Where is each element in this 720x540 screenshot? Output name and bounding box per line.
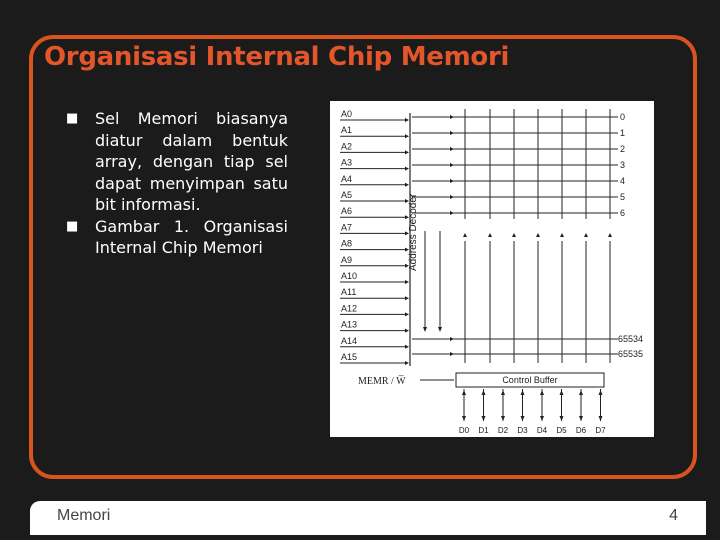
arrow-icon	[501, 390, 505, 395]
address-label: A8	[341, 238, 353, 249]
address-label: A15	[341, 352, 358, 362]
arrow-icon	[488, 233, 492, 237]
footer-bar	[30, 501, 706, 535]
address-label: A5	[341, 190, 353, 200]
output-index-label: 65534	[618, 334, 644, 344]
output-index-label: 4	[620, 176, 626, 186]
data-line-label: D4	[536, 426, 548, 435]
arrow-icon	[405, 345, 409, 349]
data-line-label: D0	[458, 426, 470, 435]
arrow-icon	[521, 416, 525, 421]
bullet-item	[66, 216, 288, 259]
output-index-label: 5	[620, 192, 626, 202]
arrow-icon	[501, 416, 505, 421]
arrow-icon	[423, 327, 427, 332]
arrow-icon	[482, 390, 486, 395]
memory-diagram	[330, 101, 654, 437]
arrow-icon	[579, 390, 583, 395]
arrow-icon	[405, 312, 409, 316]
arrow-icon	[462, 416, 466, 421]
arrow-icon	[450, 131, 454, 135]
bullet-square-icon: ■	[66, 218, 79, 234]
output-index-label: 6	[620, 208, 626, 218]
data-line-label: D7	[595, 426, 606, 435]
address-label: A10	[341, 271, 358, 281]
data-line-label: D5	[556, 426, 567, 435]
arrow-icon	[405, 150, 409, 154]
arrow-icon	[405, 280, 409, 284]
arrow-icon	[450, 211, 454, 215]
arrow-icon	[482, 416, 486, 421]
control-signal-label: MEMR / W̅	[358, 376, 406, 387]
data-line-label: D2	[497, 426, 509, 435]
arrow-icon	[450, 179, 454, 183]
slide-title: Organisasi Internal Chip Memori	[44, 42, 510, 72]
arrow-icon	[405, 329, 409, 333]
arrow-icon	[599, 390, 603, 395]
output-index-label: 2	[620, 144, 626, 154]
address-label: A4	[341, 173, 353, 184]
address-label: A1	[341, 125, 353, 136]
arrow-icon	[560, 416, 564, 421]
control-buffer-label: Control Buffer	[502, 375, 558, 385]
arrow-icon	[512, 233, 516, 237]
arrow-icon	[540, 416, 544, 421]
address-label: A0	[341, 109, 353, 119]
output-index-label: 0	[620, 112, 626, 122]
arrow-icon	[540, 390, 544, 395]
decoder-label: Address Decoder	[408, 193, 419, 271]
data-line-label: D1	[478, 426, 489, 435]
output-index-label: 65535	[618, 349, 644, 359]
arrow-icon	[450, 147, 454, 151]
address-label: A12	[341, 303, 358, 314]
address-label: A7	[341, 222, 353, 233]
arrow-icon	[405, 118, 409, 122]
arrow-icon	[450, 115, 454, 119]
arrow-icon	[450, 352, 454, 356]
arrow-icon	[450, 195, 454, 199]
bullet-square-icon: ■	[66, 111, 79, 126]
address-label: A14	[341, 335, 358, 346]
address-label: A6	[341, 206, 353, 217]
arrow-icon	[536, 233, 540, 237]
address-label: A2	[341, 141, 353, 152]
address-label: A13	[341, 319, 358, 330]
address-label: A11	[341, 287, 357, 298]
arrow-icon	[405, 296, 409, 300]
arrow-icon	[450, 163, 454, 167]
bullet-text: Gambar 1. Organisasi Internal Chip Memori	[95, 216, 288, 257]
arrow-icon	[560, 233, 564, 237]
arrow-icon	[462, 390, 466, 395]
arrow-icon	[405, 134, 409, 138]
page-number: 4	[669, 507, 678, 524]
bullet-list	[66, 108, 288, 259]
arrow-icon	[463, 233, 467, 237]
arrow-icon	[584, 233, 588, 237]
bullet-text: Sel Memori biasanya diatur dalam bentuk array, dengan tiap sel dapat menyimpan satu bit informasi.	[95, 109, 288, 214]
arrow-icon	[579, 416, 583, 421]
arrow-icon	[608, 233, 612, 237]
arrow-icon	[405, 167, 409, 171]
data-line-label: D3	[517, 426, 528, 435]
footer-label: Memori	[57, 507, 111, 524]
arrow-icon	[405, 361, 409, 365]
address-label: A3	[341, 157, 353, 168]
output-index-label: 3	[620, 160, 626, 170]
data-line-label: D6	[575, 426, 587, 435]
arrow-icon	[438, 327, 442, 332]
arrow-icon	[450, 337, 454, 341]
arrow-icon	[599, 416, 603, 421]
bullet-item	[66, 108, 288, 216]
memory-organization-figure	[330, 101, 654, 437]
output-index-label: 1	[620, 128, 626, 138]
arrow-icon	[560, 390, 564, 395]
arrow-icon	[405, 183, 409, 187]
address-label: A9	[341, 254, 353, 265]
arrow-icon	[521, 390, 525, 395]
